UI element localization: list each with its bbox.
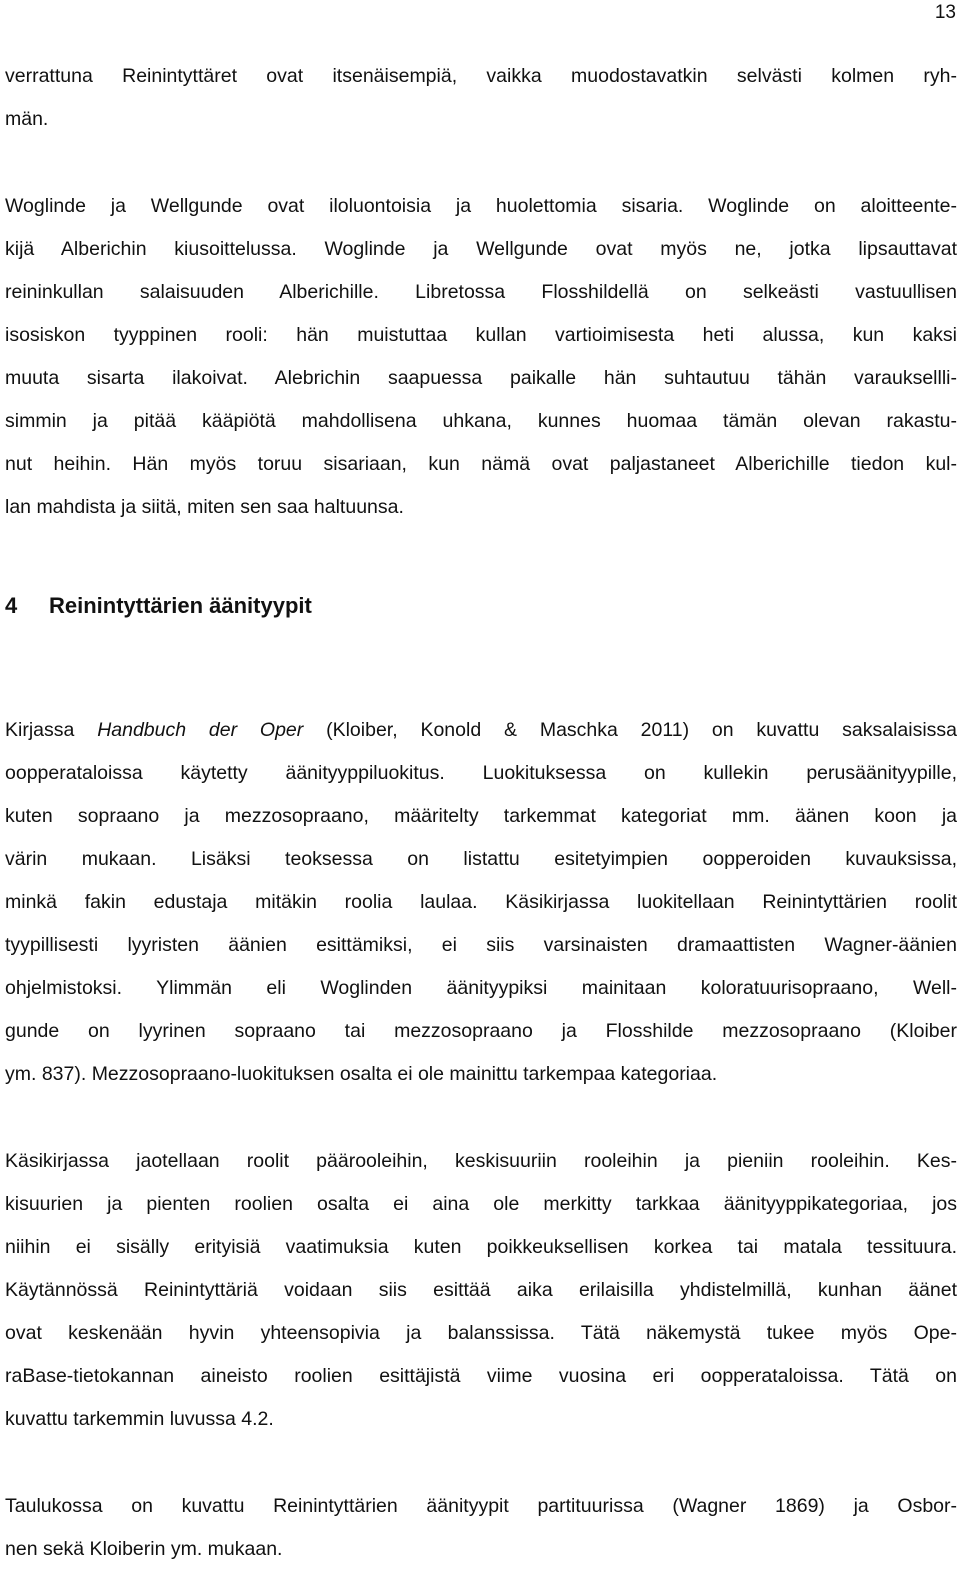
paragraph bbox=[5, 1485, 957, 1571]
book-title: Handbuch der Oper bbox=[97, 719, 304, 741]
text-line: kuvattu tarkemmin luvussa 4.2. bbox=[5, 1408, 274, 1430]
text-line: Taulukossa on kuvattu Reinintyttärien äänityypit partituurissa (Wagner 1869) ja Osbor- bbox=[5, 1495, 957, 1517]
section-heading bbox=[5, 591, 312, 621]
text-line: gunde on lyyrinen sopraano tai mezzosopraano ja Flosshilde mezzosopraano (Kloiber bbox=[5, 1020, 957, 1042]
text-span: Kirjassa bbox=[5, 719, 98, 741]
paragraph bbox=[5, 709, 957, 1096]
text-line: isosiskon tyyppinen rooli: hän muistuttaa kullan vartioimisesta heti alussa, kun kaksi bbox=[5, 324, 957, 346]
text-line: nut heihin. Hän myös toruu sisariaan, kun nämä ovat paljastaneet Alberichille tiedon kul- bbox=[5, 453, 957, 475]
text-line: ohjelmistoksi. Ylimmän eli Woglinden äänityypiksi mainitaan koloratuurisopraano, Well- bbox=[5, 977, 957, 999]
text-line: kisuurien ja pienten roolien osalta ei aina ole merkitty tarkkaa äänityyppikategoriaa, jos bbox=[5, 1193, 957, 1215]
document-body bbox=[5, 55, 957, 1571]
text-line: niihin ei sisälly erityisiä vaatimuksia kuten poikkeuksellisen korkea tai matala tessituura. bbox=[5, 1236, 957, 1258]
text-line: lan mahdista ja siitä, miten sen saa haltuunsa. bbox=[5, 496, 404, 518]
paragraph bbox=[5, 1140, 957, 1441]
text-span: (Kloiber, Konold & Maschka 2011) on kuvattu saksalaisissa bbox=[303, 719, 958, 741]
text-line: verrattuna Reinintyttäret ovat itsenäisempiä, vaikka muodostavatkin selvästi kolmen ryh- bbox=[5, 65, 957, 87]
text-line: Käsikirjassa jaotellaan roolit päärooleihin, keskisuuriin rooleihin ja pieniin rooleihin. Kes- bbox=[5, 1150, 957, 1172]
paragraph bbox=[5, 185, 957, 529]
text-line: reininkullan salaisuuden Alberichille. Libretossa Flosshildellä on selkeästi vastuullisen bbox=[5, 281, 957, 303]
text-line: raBase-tietokannan aineisto roolien esittäjistä viime vuosina eri oopperataloissa. Tätä on bbox=[5, 1365, 957, 1387]
text-line: nen sekä Kloiberin ym. mukaan. bbox=[5, 1538, 283, 1560]
section-heading-block bbox=[5, 529, 957, 709]
paragraph bbox=[5, 55, 957, 141]
section-number: 4 bbox=[5, 593, 18, 618]
text-line: ym. 837). Mezzosopraano-luokituksen osalta ei ole mainittu tarkempaa kategoriaa. bbox=[5, 1063, 718, 1085]
text-line: tyypillisesti lyyristen äänien esittämiksi, ei siis varsinaisten dramaattisten Wagner-äänien bbox=[5, 934, 957, 956]
text-line: minkä fakin edustaja mitäkin roolia laulaa. Käsikirjassa luokitellaan Reinintyttärien roolit bbox=[5, 891, 957, 913]
text-line: kijä Alberichin kiusoittelussa. Woglinde ja Wellgunde ovat myös ne, jotka lipsauttavat bbox=[5, 238, 957, 260]
text-line: Käytännössä Reinintyttäriä voidaan siis esittää aika erilaisilla yhdistelmillä, kunhan äänet bbox=[5, 1279, 957, 1301]
page-number: 13 bbox=[934, 2, 956, 23]
text-line: värin mukaan. Lisäksi teoksessa on listattu esitetyimpien oopperoiden kuvauksissa, bbox=[5, 848, 957, 870]
text-line: Woglinde ja Wellgunde ovat iloluontoisia ja huolettomia sisaria. Woglinde on aloitteente- bbox=[5, 195, 957, 217]
text-line bbox=[5, 709, 957, 752]
text-line: simmin ja pitää kääpiötä mahdollisena uhkana, kunnes huomaa tämän olevan rakastu- bbox=[5, 410, 957, 432]
text-line: kuten sopraano ja mezzosopraano, määritelty tarkemmat kategoriat mm. äänen koon ja bbox=[5, 805, 957, 827]
text-line: oopperataloissa käytetty äänityyppiluokitus. Luokituksessa on kullekin perusäänityypille, bbox=[5, 762, 957, 784]
text-line: ovat keskenään hyvin yhteensopivia ja balanssissa. Tätä näkemystä tukee myös Ope- bbox=[5, 1322, 957, 1344]
section-title: Reinintyttärien äänityypit bbox=[49, 593, 312, 618]
text-line: muuta sisarta ilakoivat. Alebrichin saapuessa paikalle hän suhtautuu tähän varauksellli- bbox=[5, 367, 957, 389]
text-line: män. bbox=[5, 108, 49, 130]
